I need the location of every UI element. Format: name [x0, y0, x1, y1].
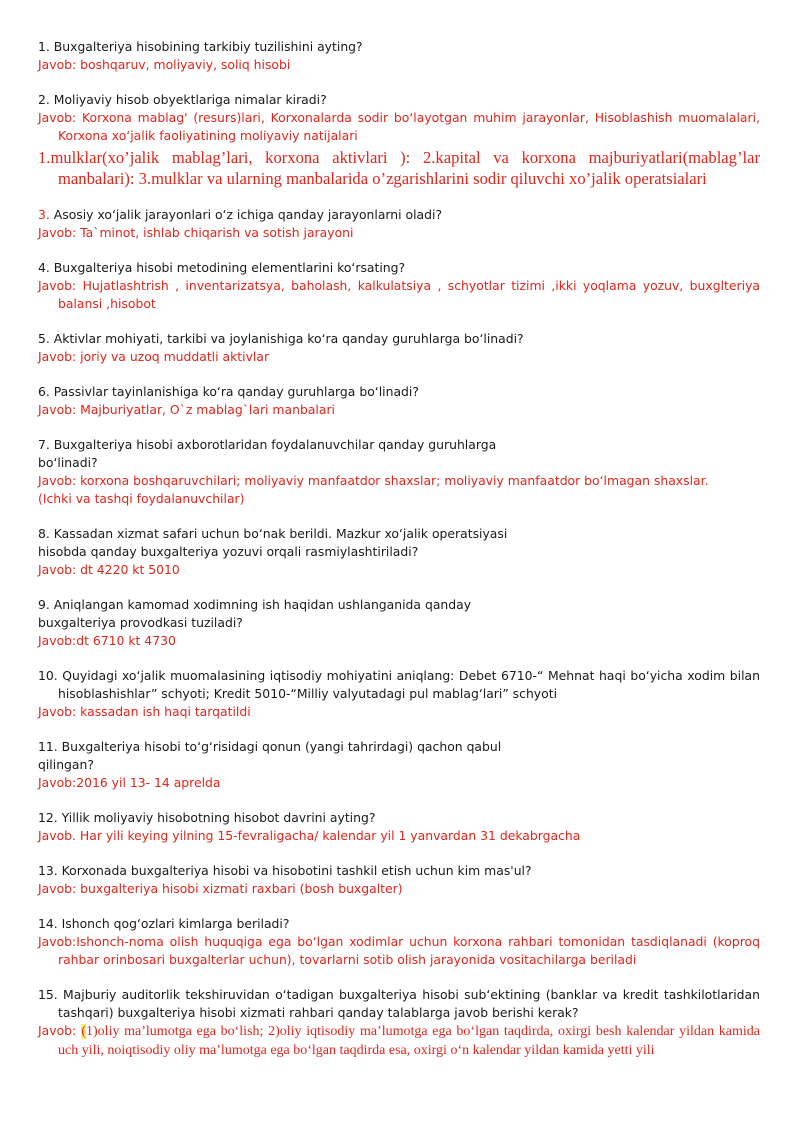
- question-4: 4. Buxgalteriya hisobi metodining elementlarini ko‘rsating?: [38, 260, 406, 275]
- qa-item-7: [38, 436, 760, 508]
- answer-6: Javob: Majburiyatlar, O`z mablag`lari manbalari: [38, 402, 335, 417]
- question-10: 10. Quyidagi xo‘jalik muomalasining iqtisodiy mohiyatini aniqlang: Debet 6710-“ Mehnat haqi bo‘yicha xodim bilan hisoblashishlar” schyoti; Kredit 5010-“Milliy valyutadagi pul mablag‘lari” schyoti: [38, 668, 760, 701]
- answer-2-detail: 1.mulklar(xo’jalik mablag’lari, korxona aktivlari ): 2.kapital va korxona majburiyatlari(mablag’lar manbalari): 3.mulklar va ularning manbalarida o’zgarishlarini sodir qiluvchi xo’jalik operatsialari: [38, 148, 760, 188]
- answer-13: Javob: buxgalteriya hisobi xizmati raxbari (bosh buxgalter): [38, 881, 403, 896]
- question-2: 2. Moliyaviy hisob obyektlariga nimalar kiradi?: [38, 92, 327, 107]
- qa-item-14: [38, 915, 760, 969]
- qa-item-12: [38, 809, 760, 845]
- question-8: 8. Kassadan xizmat safari uchun bo‘nak berildi. Mazkur xo‘jalik operatsiyasi: [38, 526, 508, 541]
- answer-7-cont: (Ichki va tashqi foydalanuvchilar): [38, 491, 245, 506]
- answer-7: Javob: korxona boshqaruvchilari; moliyaviy manfaatdor shaxslar; moliyaviy manfaatdor bo‘lmagan shaxslar.: [38, 473, 709, 488]
- answer-4: Javob: Hujatlashtrish , inventarizatsya, baholash, kalkulatsiya , schyotlar tizimi ,ikki yoqlama yozuv, buxglteriya balansi ,hisobot: [38, 278, 760, 311]
- qa-item-11: [38, 738, 760, 792]
- question-7: 7. Buxgalteriya hisobi axborotlaridan foydalanuvchilar qanday guruhlarga: [38, 437, 497, 452]
- answer-15-text: 1)oliy ma’lumotga ega bo‘lish; 2)oliy iqtisodiy ma’lumotga ega bo‘lgan taqdirda, oxirgi besh kalendar yildan kamida uch yili, noiqtisodiy oliy ma’lumotga ega bo‘lgan taqdirda esa, oxirgi o‘n kalendar yildan kamida yetti yili: [58, 1024, 761, 1058]
- question-3-number: 3.: [38, 207, 50, 222]
- qa-item-9: [38, 596, 760, 650]
- answer-2: Javob: Korxona mablag' (resurs)lari, Korxonalarda sodir bo‘layotgan muhim jarayonlar, Hisoblashish muomalalari, Korxona xo‘jalik faoliyatining moliyaviy natijalari: [38, 110, 760, 143]
- qa-item-1: [38, 38, 760, 74]
- qa-item-13: [38, 862, 760, 898]
- answer-15-prefix: Javob:: [38, 1023, 82, 1038]
- qa-item-5: [38, 330, 760, 366]
- question-5: 5. Aktivlar mohiyati, tarkibi va joylanishiga ko‘ra qanday guruhlarga bo‘linadi?: [38, 331, 524, 346]
- answer-11: Javob:2016 yil 13- 14 aprelda: [38, 775, 221, 790]
- question-13: 13. Korxonada buxgalteriya hisobi va hisobotini tashkil etish uchun kim mas'ul?: [38, 863, 532, 878]
- qa-item-6: [38, 383, 760, 419]
- answer-5: Javob: joriy va uzoq muddatli aktivlar: [38, 349, 270, 364]
- question-14: 14. Ishonch qog‘ozlari kimlarga beriladi?: [38, 916, 290, 931]
- question-11: 11. Buxgalteriya hisobi to‘g‘risidagi qonun (yangi tahrirdagi) qachon qabul: [38, 739, 502, 754]
- qa-item-3: [38, 206, 760, 242]
- qa-item-2: [38, 91, 760, 189]
- answer-12: Javob. Har yili keying yilning 15-fevraligacha/ kalendar yil 1 yanvardan 31 dekabrgacha: [38, 828, 581, 843]
- qa-item-4: [38, 259, 760, 313]
- question-7-cont: bo‘linadi?: [38, 455, 98, 470]
- question-9: 9. Aniqlangan kamomad xodimning ish haqidan ushlanganida qanday: [38, 597, 472, 612]
- answer-14: Javob:Ishonch-noma olish huquqiga ega bo‘lgan xodimlar uchun korxona rahbari tomonidan tasdiqlanadi (koproq rahbar orinbosari buxgalterlar uchun), tovarlarni sotib olish jarayonida vositachilarga beriladi: [38, 934, 760, 967]
- question-3-text: Asosiy xo‘jalik jarayonlari o‘z ichiga qanday jarayonlarni oladi?: [49, 207, 443, 222]
- question-11-cont: qilingan?: [38, 757, 94, 772]
- question-8-cont: hisobda qanday buxgalteriya yozuvi orqali rasmiylashtiriladi?: [38, 544, 419, 559]
- question-15: 15. Majburiy auditorlik tekshiruvidan o‘tadigan buxgalteriya hisobi sub‘ektining (banklar va kredit tashkilotlaridan tashqari) buxgalteriya hisobi xizmati rahbari qanday talablarga javob berishi kerak?: [38, 987, 760, 1020]
- question-12: 12. Yillik moliyaviy hisobotning hisobot davrini ayting?: [38, 810, 376, 825]
- answer-9: Javob:dt 6710 kt 4730: [38, 633, 176, 648]
- answer-3: Javob: Ta`minot, ishlab chiqarish va sotish jarayoni: [38, 225, 354, 240]
- answer-15-highlight: (: [81, 1024, 87, 1039]
- answer-8: Javob: dt 4220 kt 5010: [38, 562, 180, 577]
- qa-item-15: [38, 986, 760, 1060]
- qa-item-8: [38, 525, 760, 579]
- answer-10: Javob: kassadan ish haqi tarqatildi: [38, 704, 251, 719]
- answer-1: Javob: boshqaruv, moliyaviy, soliq hisobi: [38, 57, 291, 72]
- qa-item-10: [38, 667, 760, 721]
- question-1: 1. Buxgalteriya hisobining tarkibiy tuzilishini ayting?: [38, 39, 363, 54]
- answer-15: [38, 1022, 760, 1060]
- question-6: 6. Passivlar tayinlanishiga ko‘ra qanday guruhlarga bo‘linadi?: [38, 384, 419, 399]
- question-3: [38, 206, 760, 224]
- question-9-cont: buxgalteriya provodkasi tuziladi?: [38, 615, 243, 630]
